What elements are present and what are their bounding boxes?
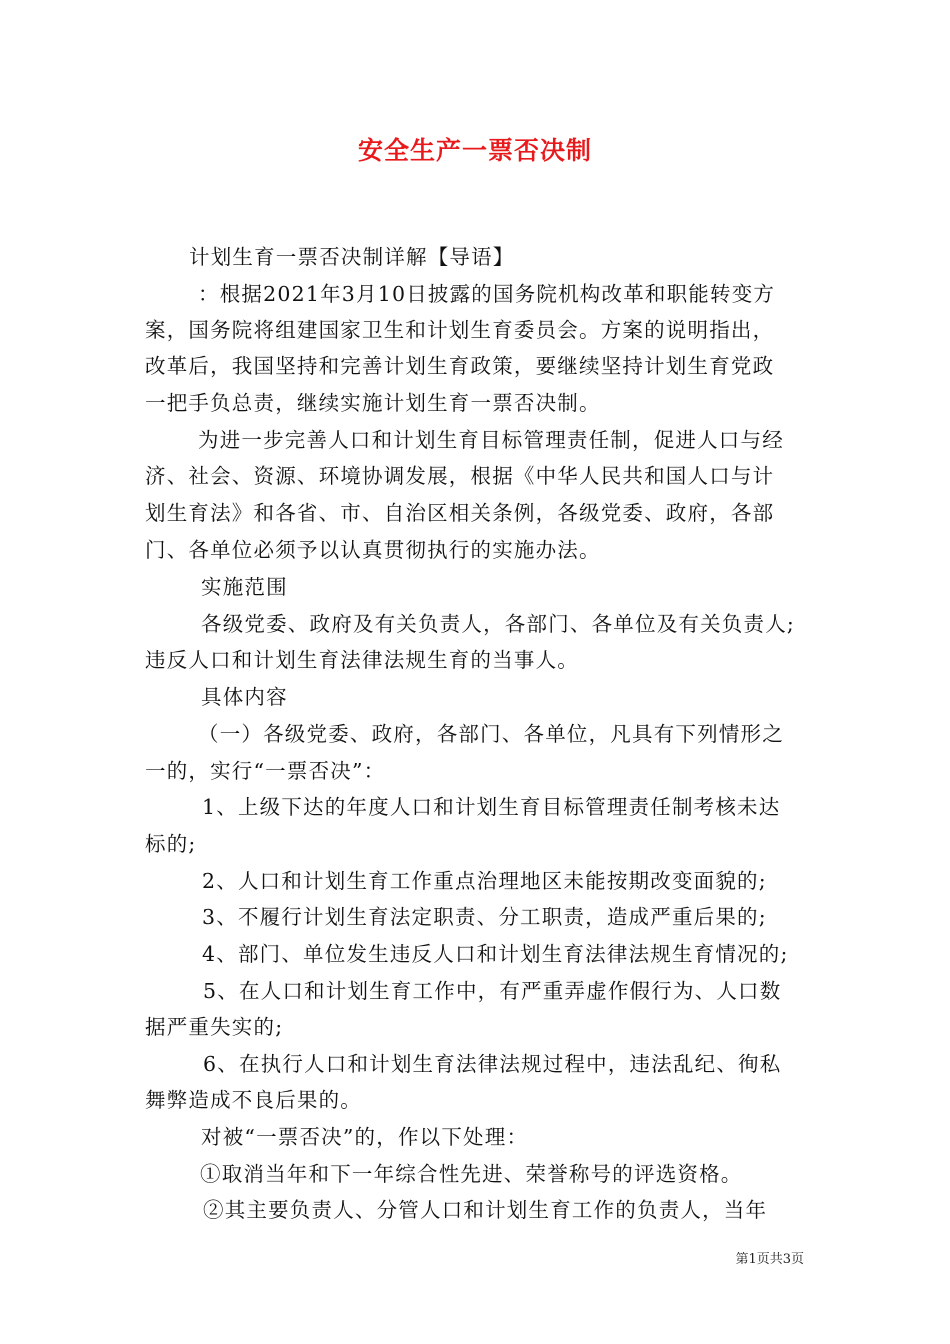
list-item: 3、不履行计划生育法定职责、分工职责，造成严重后果的; <box>202 905 767 929</box>
list-item: ①取消当年和下一年综合性先进、荣誉称号的评选资格。 <box>200 1162 743 1186</box>
text-line: 一把手负总责，继续实施计划生育一票否决制。 <box>145 391 601 415</box>
page-number: 第1页共3页 <box>735 1252 804 1267</box>
list-item: 4、部门、单位发生违反人口和计划生育法律法规生育情况的; <box>202 942 789 966</box>
text-line: 标的; <box>145 832 197 856</box>
text-line: 济、社会、资源、环境协调发展，根据《中华人民共和国人口与计 <box>145 464 775 488</box>
text-line: 为进一步完善人口和计划生育目标管理责任制，促进人口与经 <box>198 428 784 452</box>
text-line: 据严重失实的; <box>145 1015 284 1039</box>
list-item: 6、在执行人口和计划生育法律法规过程中，违法乱纪、徇私 <box>203 1052 782 1076</box>
list-item: 1、上级下达的年度人口和计划生育目标管理责任制考核未达 <box>202 795 781 819</box>
section-heading: 实施范围 <box>201 575 288 599</box>
list-item: 5、在人口和计划生育工作中，有严重弄虚作假行为、人口数 <box>203 979 782 1003</box>
text-line: 舞弊造成不良后果的。 <box>145 1088 362 1112</box>
list-item: 2、人口和计划生育工作重点治理地区未能按期改变面貌的; <box>202 869 767 893</box>
text-line: 案，国务院将组建国家卫生和计划生育委员会。方案的说明指出， <box>145 318 775 342</box>
text-line: 违反人口和计划生育法律法规生育的当事人。 <box>145 648 579 672</box>
text-line: 各级党委、政府及有关负责人，各部门、各单位及有关负责人; <box>201 612 796 636</box>
text-line: ：根据2021年3月10日披露的国务院机构改革和职能转变方 <box>198 282 776 306</box>
list-item: ②其主要负责人、分管人口和计划生育工作的负责人，当年 <box>203 1198 768 1222</box>
text-line: 门、各单位必须予以认真贯彻执行的实施办法。 <box>145 538 601 562</box>
text-line: 改革后，我国坚持和完善计划生育政策，要继续坚持计划生育党政 <box>145 354 775 378</box>
text-line: 一的，实行“一票否决”： <box>145 759 386 783</box>
text-line: 计划生育一票否决制详解【导语】 <box>189 245 515 269</box>
document-title: 安全生产一票否决制 <box>357 136 592 165</box>
section-heading: 具体内容 <box>201 685 288 709</box>
text-line: （一）各级党委、政府，各部门、各单位，凡具有下列情形之 <box>198 722 784 746</box>
text-line: 划生育法》和各省、市、自治区相关条例，各级党委、政府，各部 <box>145 501 775 525</box>
text-line: 对被“一票否决”的，作以下处理： <box>201 1125 529 1149</box>
